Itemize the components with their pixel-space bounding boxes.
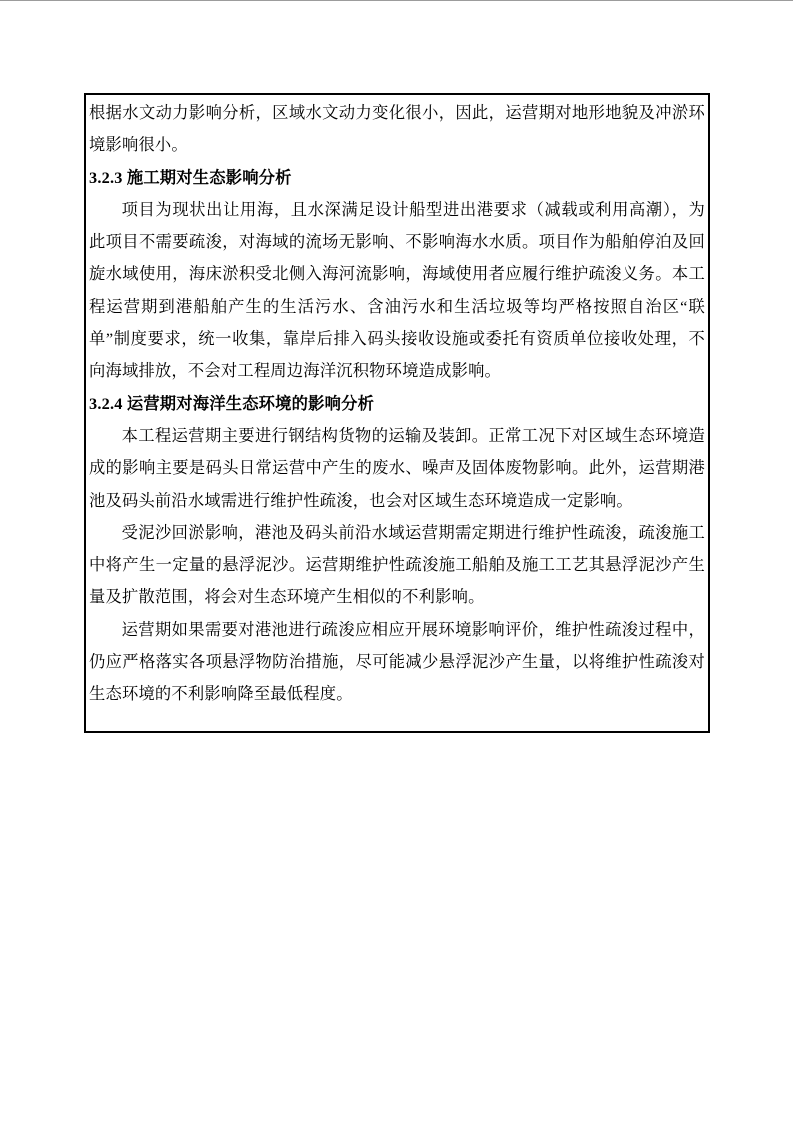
page-top-edge-line [0,0,793,1]
paragraph-construction-period-analysis: 项目为现状出让用海，且水深满足设计船型进出港要求（减载或利用高潮），为此项目不需要疏浚，对海域的流场无影响、不影响海水水质。项目作为船舶停泊及回旋水域使用，海床淤积受北侧入海河流影响，海域使用者应履行维护疏浚义务。本工程运营期到港船舶产生的生活污水、含油污水和生活垃圾等均严格按照自治区“联单”制度要求，统一收集，靠岸后排入码头接收设施或委托有资质单位接收处理，不向海域排放，不会对工程周边海洋沉积物环境造成影响。 [89,199,705,381]
heading-3-2-4-operation-marine-ecology: 3.2.4 运营期对海洋生态环境的影响分析 [89,393,375,413]
paragraph-hydrodynamic-conclusion: 根据水文动力影响分析，区域水文动力变化很小，因此，运营期对地形地貌及冲淤环境影响很小。 [89,103,705,155]
report-table-cell [84,93,710,733]
heading-3-2-3-construction-ecology: 3.2.3 施工期对生态影响分析 [89,167,292,187]
paragraph-dredging-mitigation-measures: 运营期如果需要对港池进行疏浚应相应开展环境影响评价，维护性疏浚过程中，仍应严格落实各项悬浮物防治措施，尽可能减少悬浮泥沙产生量，以将维护性疏浚对生态环境的不利影响降至最低程度。 [89,619,705,704]
paragraph-sediment-dredging-impact: 受泥沙回淤影响，港池及码头前沿水域运营期需定期进行维护性疏浚，疏浚施工中将产生一定量的悬浮泥沙。运营期维护性疏浚施工船舶及施工工艺其悬浮泥沙产生量及扩散范围，将会对生态环境产生相似的不利影响。 [89,522,705,607]
paragraph-operation-period-overview: 本工程运营期主要进行钢结构货物的运输及装卸。正常工况下对区域生态环境造成的影响主要是码头日常运营中产生的废水、噪声及固体废物影响。此外，运营期港池及码头前沿水域需进行维护性疏浚，也会对区域生态环境造成一定影响。 [89,425,705,510]
